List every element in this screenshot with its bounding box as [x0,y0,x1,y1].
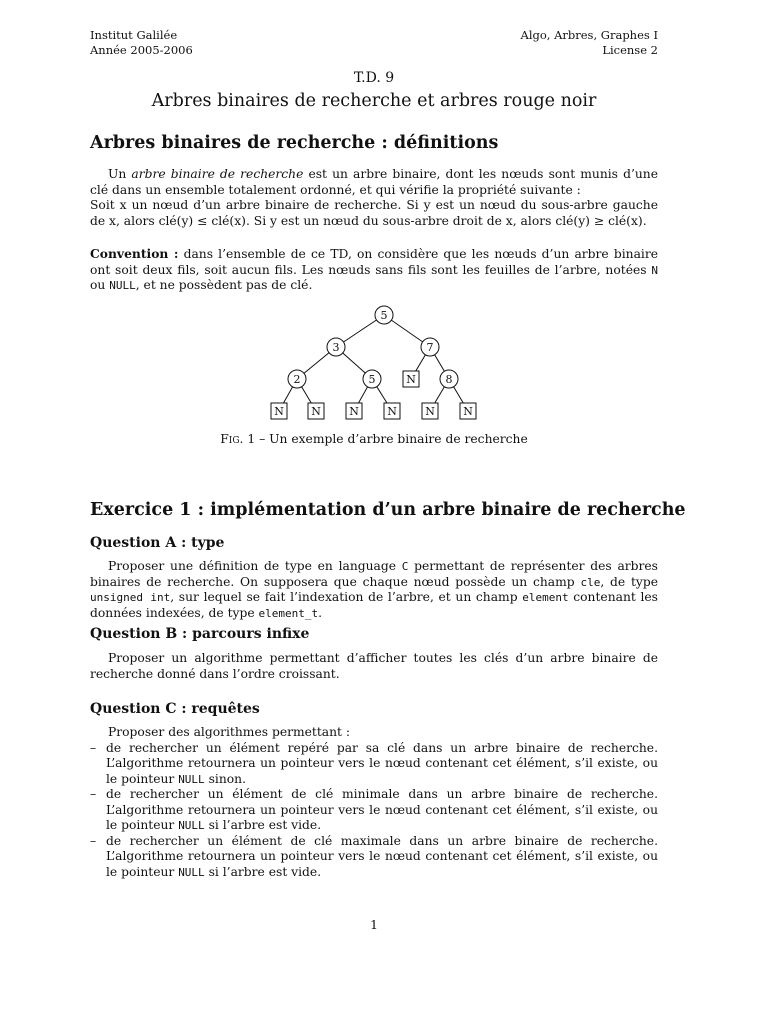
td-number: T.D. 9 [353,70,395,86]
question-b-text: Proposer un algorithme permettant d’afficher toutes les clés d’un arbre binaire de recherche donné dans l’ordre croissant. [90,651,658,681]
qa-text-b: permettant de représenter des arbres binaires de recherche. On supposera que chaque nœud possède un champ [90,559,658,589]
node-label: 5 [368,373,376,386]
convention-label: Convention : [90,246,179,261]
leaf-label: N [406,373,416,386]
institution: Institut Galilée [90,28,178,42]
qa-text-e: , sur lequel se fait l’indexation de l’arbre, et un champ [170,590,523,604]
question-a-title: Question A : type [90,535,225,551]
definition-text-a: Un [108,167,132,181]
qa-text-d: , de type [600,574,658,589]
item-text-a: de rechercher un élément repéré par sa clé dans un arbre binaire de recherche. L’algorithme retournera un pointeur vers le nœud contenant cet élément, s’il existe, ou le pointeur [106,740,658,786]
question-c-intro: Proposer des algorithmes permettant : [108,725,351,739]
item-text-a: de rechercher un élément de clé maximale dans un arbre binaire de recherche. L’algorithme retournera un pointeur vers le nœud contenant cet élément, s’il existe, ou le pointeur [106,833,658,879]
header-right [521,28,658,58]
code-null: NULL [178,819,205,832]
question-a-text [90,559,658,621]
document-title: Arbres binaires de recherche et arbres rouge noir [151,91,597,111]
item-text-b: si l’arbre est vide. [204,818,322,832]
question-c-list [90,741,658,881]
node-label: 7 [426,341,434,354]
question-c-text [90,725,658,880]
list-item [90,787,658,834]
leaf-label: N [274,405,284,418]
definition-paragraph [90,167,658,229]
bst-figure [260,302,500,426]
code-cle: cle [580,575,601,589]
leaf-label: N [387,405,397,418]
code-language-c: C [401,560,409,573]
exercise-title: Exercice 1 : implémentation d’un arbre binaire de recherche [90,500,686,520]
figure-caption-text: – Un exemple d’arbre binaire de recherche [255,432,528,446]
code-unsigned-int: unsigned int [90,591,171,604]
list-item [90,741,658,788]
qa-text-f: contenant les données indexées, de type [90,590,658,620]
leaf-label: N [349,405,359,418]
code-element-t: element_t [258,606,319,620]
item-text-b: si l’arbre est vide. [204,864,322,879]
convention-paragraph [90,246,658,294]
figure-label: Fig. 1 [220,432,256,446]
node-label: 5 [380,309,388,322]
leaf-label: N [463,405,473,418]
qa-text-a: Proposer une définition de type en language [108,559,402,573]
item-text-b: sinon. [204,771,246,786]
course-name: Algo, Arbres, Graphes I [520,28,658,42]
question-b-title: Question B : parcours infixe [90,626,310,642]
section-definitions-title: Arbres binaires de recherche : définitions [90,133,499,153]
qa-text-g: . [318,605,323,620]
academic-year: Année 2005-2006 [90,43,193,57]
convention-text-a: dans l’ensemble de ce TD, on considère que les nœuds d’un arbre binaire ont soit deux fils, soit aucun fils. Les nœuds sans fils sont les feuilles de l’arbre, notées [90,247,658,277]
list-item [90,834,658,881]
convention-text-b: , et ne possèdent pas de clé. [135,278,313,292]
code-null: NULL [178,865,205,879]
node-label: 2 [293,373,301,386]
definition-property: Soit x un nœud d’un arbre binaire de recherche. Si y est un nœud du sous-arbre gauche de x, alors clé(y) ≤ clé(x). Si y est un nœud du sous-arbre droit de x, alors clé(y) ≥ clé(x). [90,198,658,228]
convention-text-ou: ou [90,278,110,292]
figure-caption [90,432,658,448]
item-text-a: de rechercher un élément de clé minimale dans un arbre binaire de recherche. L’algorithme retournera un pointeur vers le nœud contenant cet élément, s’il existe, ou le pointeur [106,787,658,832]
leaf-label: N [311,405,321,418]
course-level: License 2 [602,43,658,57]
page-number: 1 [370,918,378,932]
code-null: NULL [178,772,205,786]
code-null: NULL [109,279,136,292]
leaf-label: N [425,405,435,418]
code-element: element [522,591,569,604]
question-c-title: Question C : requêtes [90,701,260,717]
node-label: 3 [332,341,340,354]
header-left [90,28,193,58]
definition-text-b: est un arbre binaire, dont les nœuds sont munis d’une clé dans un ensemble totalement ordonné, et qui vérifie la propriété suivante : [90,167,658,197]
code-n: N [651,263,658,277]
node-label: 8 [445,373,453,386]
definition-term: arbre binaire de recherche [131,167,304,181]
